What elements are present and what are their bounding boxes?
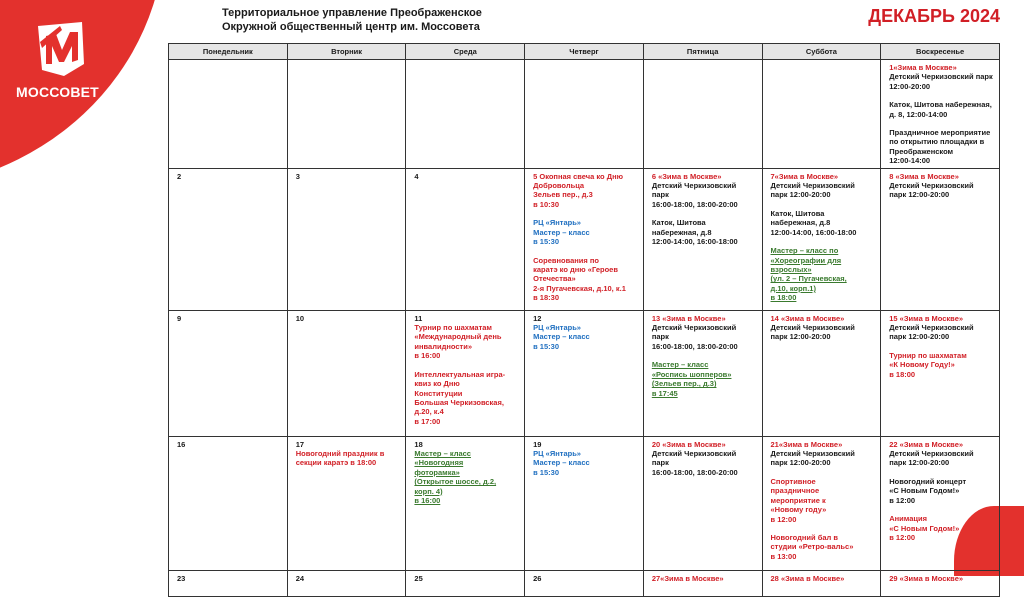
event-line: 27«Зима в Москве» — [651, 573, 724, 583]
event-line: 21«Зима в Москве» — [770, 439, 843, 449]
day-cell — [525, 60, 644, 169]
event-line: Большая Черкизовская, — [414, 397, 504, 407]
month-title: ДЕКАБРЬ 2024 — [868, 6, 1000, 26]
event-line: парк 12:00-20:00 — [770, 458, 831, 468]
event-line: Каток, Шитова — [770, 208, 825, 218]
event-line: Детский Черкизовский — [889, 181, 974, 191]
day-cell — [406, 60, 525, 169]
event-line: 26 — [533, 573, 542, 583]
day-cell — [881, 310, 1000, 436]
event-line: 14 «Зима в Москве» — [770, 313, 845, 323]
event-line: «С Новым Годом!» — [889, 486, 960, 496]
event-line: в 12:00 — [889, 532, 916, 542]
event-line: «Новогодняя — [414, 458, 464, 468]
day-cell — [287, 436, 406, 570]
event-line: «Новому году» — [770, 505, 827, 515]
day-cell — [643, 310, 762, 436]
event-line: (Открытое шоссе, д.2, — [414, 477, 497, 487]
line-gap — [414, 361, 520, 370]
event-line: 12:00-20:00 — [889, 81, 931, 91]
line-gap — [771, 237, 877, 246]
event-line: парк — [651, 332, 669, 342]
event-line: Добровольца — [533, 181, 585, 191]
day-cell — [881, 436, 1000, 570]
event-line: Соревнования по — [533, 255, 599, 265]
week-row — [169, 310, 1000, 436]
day-cell — [881, 60, 1000, 169]
event-line: в 10:30 — [533, 199, 559, 209]
event-line: Спортивное — [770, 476, 816, 486]
line-gap — [533, 247, 639, 256]
event-line: фоторамка» — [414, 467, 460, 477]
event-line: 24 — [295, 573, 305, 583]
event-line: 29 «Зима в Москве» — [889, 573, 964, 583]
event-line: «Международный день — [414, 332, 502, 342]
event-line: 15 «Зима в Москве» — [889, 313, 964, 323]
line-gap — [533, 209, 639, 218]
event-line: Детский Черкизовский — [770, 181, 855, 191]
event-line: «Роспись шопперов» — [651, 369, 732, 379]
day-cell — [762, 570, 881, 596]
event-line: 22 «Зима в Москве» — [889, 439, 964, 449]
day-cell — [169, 436, 288, 570]
day-cell — [643, 570, 762, 596]
logo-text: МОССОВЕТ — [16, 84, 99, 100]
event-line: (Зельев пер., д.3) — [651, 379, 717, 389]
day-cell — [643, 436, 762, 570]
event-line: Детский Черкизовский — [770, 323, 855, 333]
day-cell — [406, 168, 525, 310]
event-line: д. 8, 12:00-14:00 — [889, 109, 948, 119]
event-line: Детский Черкизовский — [889, 449, 974, 459]
event-line: 13 «Зима в Москве» — [651, 313, 726, 323]
event-line: в 15:30 — [533, 341, 559, 351]
day-cell — [881, 570, 1000, 596]
day-cell — [406, 570, 525, 596]
event-line: (ул. 2 – Пугачевская, — [770, 274, 847, 284]
event-line: в 15:30 — [533, 237, 559, 247]
event-line: Новогодний праздник в — [295, 449, 385, 459]
day-cell — [525, 436, 644, 570]
event-line: Турнир по шахматам — [889, 350, 967, 360]
event-line: Мастер – класс — [533, 332, 590, 342]
event-line: Турнир по шахматам — [414, 323, 492, 333]
event-line: в 17:45 — [651, 388, 678, 398]
weekday-header: Воскресенье — [881, 44, 1000, 60]
day-cell — [881, 168, 1000, 310]
event-line: мероприятие к — [770, 495, 826, 505]
event-line: 12:00-14:00, 16:00-18:00 — [770, 227, 857, 237]
event-line: по открытию площадки в — [889, 137, 985, 147]
day-cell — [525, 310, 644, 436]
event-line: 2 — [177, 171, 182, 181]
line-gap — [652, 209, 758, 218]
event-line: «К Новому Году!» — [889, 360, 955, 370]
line-gap — [652, 351, 758, 360]
event-line: Преображенском — [889, 146, 954, 156]
event-line: Интеллектуальная игра- — [414, 369, 506, 379]
event-line: Детский Черкизовский — [770, 449, 855, 459]
day-cell — [287, 168, 406, 310]
event-line: корп. 4) — [414, 486, 443, 496]
event-line: студии «Ретро-вальс» — [770, 542, 854, 552]
event-line: парк 12:00-20:00 — [770, 190, 831, 200]
event-line: 7«Зима в Москве» — [770, 171, 839, 181]
header-line-2: Окружной общественный центр им. Моссовета — [222, 21, 480, 33]
day-cell — [169, 570, 288, 596]
event-line: в 17:00 — [414, 416, 441, 426]
event-line: Детский Черкизовский — [651, 323, 737, 333]
weekday-header: Среда — [406, 44, 525, 60]
event-line: 5 Окопная свеча ко Дню — [533, 171, 623, 181]
event-line: Анимация — [889, 514, 927, 524]
line-gap — [889, 468, 995, 477]
event-line: 12:00-14:00 — [889, 156, 931, 166]
day-cell — [169, 310, 288, 436]
event-line: 23 — [177, 573, 186, 583]
weekday-header: Вторник — [287, 44, 406, 60]
event-line: каратэ ко дню «Героев — [533, 264, 618, 274]
day-cell — [169, 60, 288, 169]
event-line: 16:00-18:00, 18:00-20:00 — [651, 341, 738, 351]
event-line: Мастер – класс — [533, 458, 590, 468]
day-cell — [169, 168, 288, 310]
event-line: 9 — [177, 313, 182, 323]
event-line: 25 — [414, 573, 423, 583]
event-line: «Хореографии для — [770, 255, 842, 265]
event-line: 6 «Зима в Москве» — [651, 171, 722, 181]
event-line: Мастер – класс — [533, 227, 590, 237]
day-cell — [643, 60, 762, 169]
event-line: 1«Зима в Москве» — [889, 63, 957, 72]
event-line: 19 — [533, 439, 542, 449]
day-cell — [525, 570, 644, 596]
event-line: 20 «Зима в Москве» — [651, 439, 726, 449]
event-line: в 16:00 — [414, 496, 441, 506]
event-line: Мастер – класс — [651, 360, 709, 370]
event-line: парк 12:00-20:00 — [889, 190, 950, 200]
event-line: Мастер – класс — [414, 449, 471, 459]
calendar-table — [168, 43, 1000, 597]
week-row — [169, 436, 1000, 570]
event-line: секции каратэ в 18:00 — [295, 458, 377, 468]
event-line: парк — [651, 458, 669, 468]
event-line: 28 «Зима в Москве» — [770, 573, 845, 583]
weekday-header-row — [169, 44, 1000, 60]
event-line: 11 — [414, 313, 423, 323]
event-line: Новогодний концерт — [889, 476, 967, 486]
day-cell — [406, 436, 525, 570]
day-cell — [762, 168, 881, 310]
header-line-1: Территориальное управление Преображенское — [222, 7, 482, 19]
event-line: Конституции — [414, 388, 463, 398]
event-line: Зельев пер., д.3 — [533, 190, 593, 200]
event-line: 16:00-18:00, 18:00-20:00 — [651, 199, 738, 209]
mossovet-logo-icon — [34, 20, 88, 78]
line-gap — [771, 468, 877, 477]
event-line: РЦ «Янтарь» — [533, 218, 581, 228]
event-line: парк — [651, 190, 669, 200]
event-line: 8 «Зима в Москве» — [889, 171, 959, 181]
event-line: «С Новым Годом!» — [889, 523, 960, 533]
event-line: РЦ «Янтарь» — [533, 323, 581, 333]
event-line: праздничное — [770, 486, 820, 496]
event-line: в 18:00 — [770, 293, 797, 303]
line-gap — [889, 505, 995, 514]
line-gap — [889, 342, 995, 351]
event-line: 12 — [533, 313, 542, 323]
day-cell — [287, 310, 406, 436]
event-line: набережная, д.8 — [770, 218, 831, 228]
day-cell — [287, 570, 406, 596]
event-line: 16:00-18:00, 18:00-20:00 — [651, 467, 738, 477]
day-cell — [762, 60, 881, 169]
page-header — [222, 6, 482, 34]
week-row — [169, 168, 1000, 310]
event-line: 2-я Пугачевская, д.10, к.1 — [533, 283, 626, 293]
day-cell — [762, 310, 881, 436]
event-line: в 12:00 — [889, 495, 916, 505]
event-line: в 16:00 — [414, 351, 441, 361]
event-line: Мастер – класс по — [770, 246, 839, 256]
weekday-header: Пятница — [643, 44, 762, 60]
line-gap — [771, 200, 877, 209]
event-line: в 18:00 — [889, 369, 916, 379]
weekday-header: Суббота — [762, 44, 881, 60]
event-line: в 13:00 — [770, 551, 797, 561]
event-line: Отечества» — [533, 274, 576, 284]
weekday-header: Понедельник — [169, 44, 288, 60]
week-row — [169, 570, 1000, 596]
event-line: парк 12:00-20:00 — [770, 332, 831, 342]
day-cell — [287, 60, 406, 169]
event-line: набережная, д.8 — [651, 227, 712, 237]
day-cell — [643, 168, 762, 310]
event-line: в 18:30 — [533, 293, 559, 303]
day-cell — [762, 436, 881, 570]
day-cell — [406, 310, 525, 436]
event-line: в 15:30 — [533, 467, 559, 477]
event-line: 3 — [295, 171, 300, 181]
event-line: Детский Черкизовский парк — [889, 72, 993, 82]
event-line: 10 — [295, 313, 305, 323]
event-line: Праздничное мероприятие — [889, 128, 991, 138]
event-line: д.10, корп.1) — [770, 283, 816, 293]
event-line: парк 12:00-20:00 — [889, 458, 950, 468]
event-line: взрослых» — [770, 264, 812, 274]
event-line: 18 — [414, 439, 423, 449]
event-line: Детский Черкизовский — [889, 323, 974, 333]
line-gap — [771, 524, 877, 533]
event-line: РЦ «Янтарь» — [533, 449, 581, 459]
event-line: инвалидности» — [414, 341, 473, 351]
event-line: Новогодний бал в — [770, 532, 838, 542]
week-row — [169, 60, 1000, 169]
event-line: квиз ко Дню — [414, 379, 460, 389]
event-line: Детский Черкизовский — [651, 181, 737, 191]
event-line: Детский Черкизовский — [651, 449, 737, 459]
event-line: 4 — [414, 171, 419, 181]
day-cell — [525, 168, 644, 310]
event-line: 17 — [295, 439, 305, 449]
event-line: 16 — [177, 439, 186, 449]
event-line: 12:00-14:00, 16:00-18:00 — [651, 237, 738, 247]
brand-panel — [0, 0, 170, 576]
event-line: Каток, Шитова — [651, 218, 706, 228]
event-line: д.20, к.4 — [414, 407, 444, 417]
line-gap — [889, 91, 995, 100]
event-line: Каток, Шитова набережная, — [889, 100, 992, 110]
event-line: в 12:00 — [770, 514, 797, 524]
event-line: парк 12:00-20:00 — [889, 332, 950, 342]
line-gap — [889, 119, 995, 128]
weekday-header: Четверг — [525, 44, 644, 60]
